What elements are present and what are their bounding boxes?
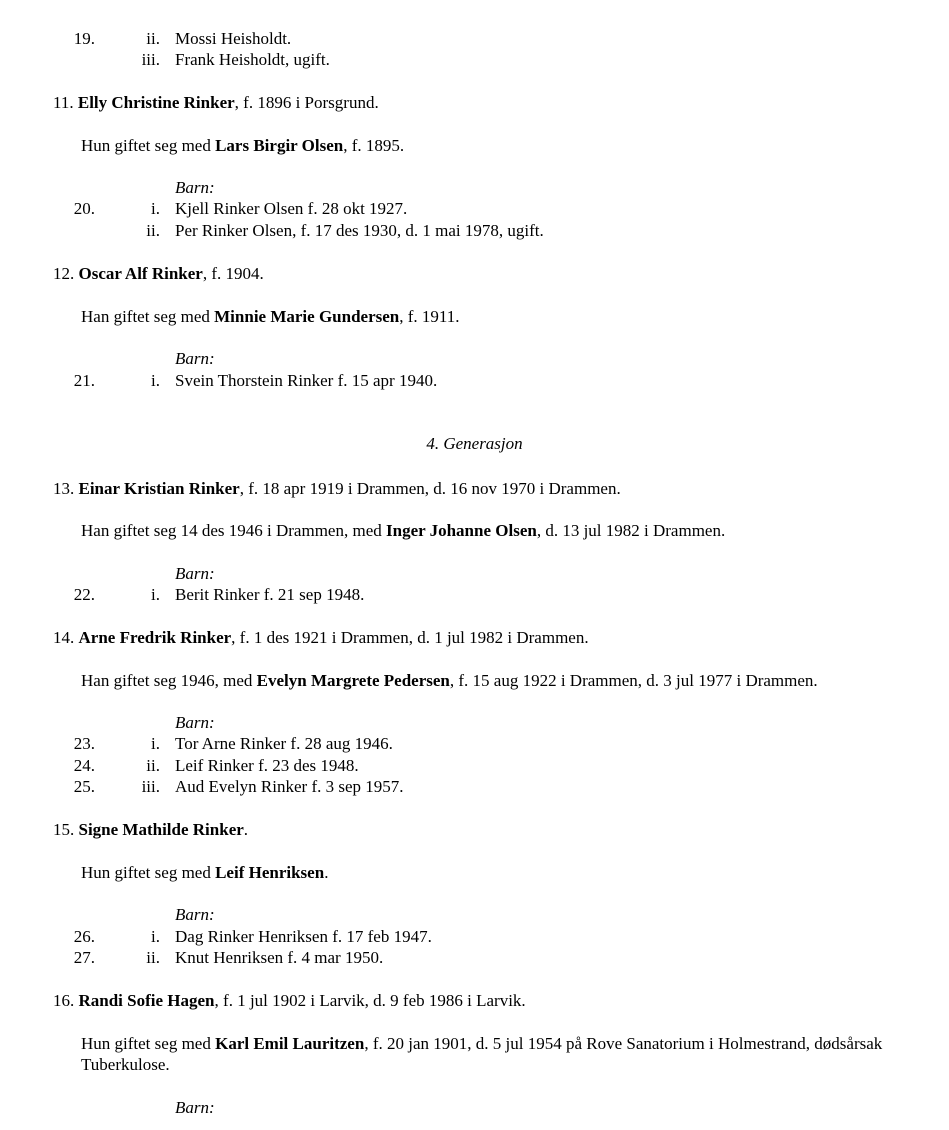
spouse-name: Karl Emil Lauritzen — [215, 1034, 365, 1053]
child-roman: iii. — [141, 777, 160, 796]
spouse-details: . — [324, 863, 329, 882]
person-name: Signe Mathilde Rinker — [78, 820, 244, 839]
spouse-prefix: Han giftet seg 14 des 1946 i Drammen, med — [81, 521, 386, 540]
spouse-line — [81, 306, 911, 327]
child-text: Kjell Rinker Olsen f. 28 okt 1927. — [175, 199, 408, 218]
spouse-prefix: Han giftet seg med — [81, 307, 215, 326]
person-name: Einar Kristian Rinker — [78, 479, 240, 498]
child-roman: ii. — [146, 29, 160, 48]
child-number: 23. — [73, 734, 95, 753]
children-label: Barn: — [175, 564, 215, 583]
child-roman: i. — [151, 371, 160, 390]
spouse-prefix: Hun giftet seg med — [81, 136, 216, 155]
children-label: Barn: — [175, 905, 215, 924]
spouse-details: , f. 15 aug 1922 i Drammen, d. 3 jul 1977 i Drammen. — [449, 671, 818, 690]
child-roman: iii. — [141, 50, 160, 69]
spouse-name: Leif Henriksen — [215, 863, 325, 882]
child-text: Dag Rinker Henriksen f. 17 feb 1947. — [175, 927, 432, 946]
entry-number: 11. — [53, 93, 74, 112]
child-number: 27. — [73, 948, 95, 967]
child-text: Frank Heisholdt, ugift. — [175, 50, 330, 69]
entry-number: 15. — [53, 820, 75, 839]
child-roman: ii. — [146, 948, 160, 967]
generation-label: Generasjon — [443, 434, 523, 453]
person-details: , f. 18 apr 1919 i Drammen, d. 16 nov 1970 i Drammen. — [239, 479, 621, 498]
person-name: Randi Sofie Hagen — [78, 991, 215, 1010]
person-details: , f. 1 des 1921 i Drammen, d. 1 jul 1982 i Drammen. — [231, 628, 589, 647]
spouse-details: , f. 20 jan 1901, d. 5 jul 1954 på Rove Sanatorium i Holmestrand, dødsårsak Tuberkulose. — [81, 1034, 883, 1074]
child-number: 19. — [73, 29, 95, 48]
children-label: Barn: — [175, 349, 215, 368]
spouse-name: Inger Johanne Olsen — [386, 521, 537, 540]
entry-number: 13. — [53, 479, 75, 498]
spouse-line — [81, 670, 911, 691]
spouse-name: Lars Birgir Olsen — [215, 136, 344, 155]
child-roman: i. — [151, 927, 160, 946]
child-roman: i. — [151, 199, 160, 218]
child-number: 20. — [73, 199, 95, 218]
spouse-details: , d. 13 jul 1982 i Drammen. — [536, 521, 726, 540]
person-entry — [53, 819, 248, 840]
child-text: Berit Rinker f. 21 sep 1948. — [175, 585, 365, 604]
person-details: , f. 1 jul 1902 i Larvik, d. 9 feb 1986 i Larvik. — [214, 991, 526, 1010]
person-name: Elly Christine Rinker — [77, 93, 235, 112]
spouse-line — [81, 135, 911, 156]
child-text: Leif Rinker f. 23 des 1948. — [175, 756, 359, 775]
entry-number: 12. — [53, 264, 75, 283]
spouse-prefix: Han giftet seg 1946, med — [81, 671, 257, 690]
person-entry — [53, 990, 526, 1011]
person-name: Oscar Alf Rinker — [78, 264, 203, 283]
spouse-details: , f. 1895. — [343, 136, 405, 155]
child-text: Per Rinker Olsen, f. 17 des 1930, d. 1 mai 1978, ugift. — [175, 221, 544, 240]
spouse-name: Minnie Marie Gundersen — [214, 307, 400, 326]
children-label: Barn: — [175, 1098, 215, 1117]
child-number: 25. — [73, 777, 95, 796]
person-entry — [53, 478, 621, 499]
child-text: Svein Thorstein Rinker f. 15 apr 1940. — [175, 371, 438, 390]
child-roman: i. — [151, 585, 160, 604]
child-number: 21. — [73, 371, 95, 390]
child-text: Tor Arne Rinker f. 28 aug 1946. — [175, 734, 393, 753]
spouse-line — [81, 1033, 911, 1075]
child-text: Knut Henriksen f. 4 mar 1950. — [175, 948, 384, 967]
child-number: 24. — [73, 756, 95, 775]
generation-heading — [0, 433, 949, 454]
generation-number: 4. — [426, 434, 440, 453]
spouse-line — [81, 520, 911, 541]
entry-number: 16. — [53, 991, 75, 1010]
children-label: Barn: — [175, 713, 215, 732]
child-text: Mossi Heisholdt. — [175, 29, 292, 48]
spouse-prefix: Hun giftet seg med — [81, 863, 216, 882]
child-number: 26. — [73, 927, 95, 946]
spouse-name: Evelyn Margrete Pedersen — [256, 671, 450, 690]
child-roman: i. — [151, 734, 160, 753]
child-roman: ii. — [146, 756, 160, 775]
entry-number: 14. — [53, 628, 75, 647]
children-label: Barn: — [175, 178, 215, 197]
spouse-details: , f. 1911. — [399, 307, 460, 326]
child-number: 22. — [73, 585, 95, 604]
child-roman: ii. — [146, 221, 160, 240]
child-text: Aud Evelyn Rinker f. 3 sep 1957. — [175, 777, 404, 796]
person-details: , f. 1904. — [202, 264, 264, 283]
spouse-line — [81, 862, 911, 883]
person-details: , f. 1896 i Porsgrund. — [234, 93, 379, 112]
person-entry — [53, 627, 589, 648]
person-entry — [53, 92, 379, 113]
person-name: Arne Fredrik Rinker — [78, 628, 232, 647]
spouse-prefix: Hun giftet seg med — [81, 1034, 216, 1053]
person-entry — [53, 263, 264, 284]
person-details: . — [243, 820, 249, 839]
